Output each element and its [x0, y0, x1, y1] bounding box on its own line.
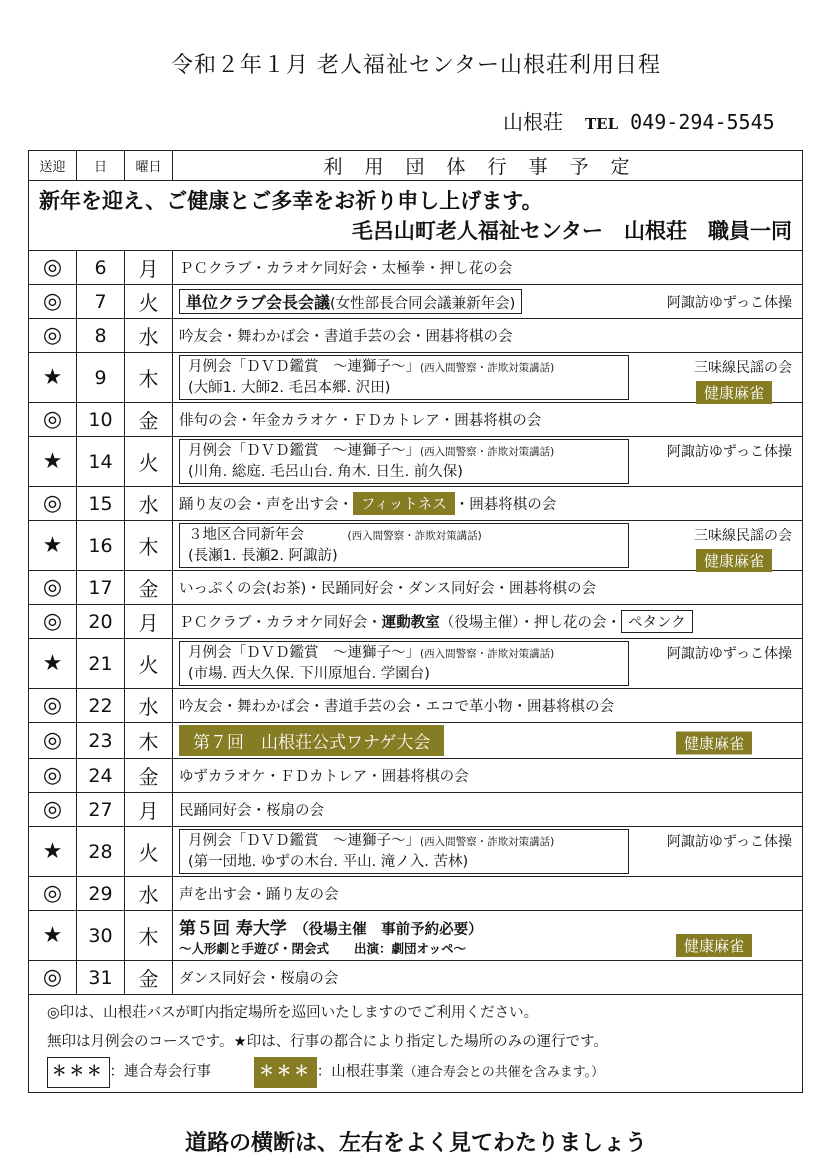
- table-row: [29, 961, 803, 995]
- weekday: 木: [125, 353, 173, 403]
- weekday: 水: [125, 877, 173, 911]
- badge: 健康麻雀: [676, 731, 752, 754]
- table-row: [29, 723, 803, 759]
- side-event: 阿諏訪ゆずっこ体操: [666, 646, 792, 662]
- event: [173, 723, 803, 759]
- table-row: [29, 605, 803, 639]
- table-header: [29, 151, 803, 181]
- day: 9: [77, 353, 125, 403]
- greeting-line1: 新年を迎え、ご健康とご多幸をお祈り申し上げます。: [39, 188, 543, 213]
- page-title: 令和２年１月 老人福祉センター山根荘利用日程: [170, 53, 662, 78]
- weekday: 木: [125, 521, 173, 571]
- table-row: [29, 571, 803, 605]
- event: [173, 605, 803, 639]
- mark: ◎: [29, 961, 77, 995]
- day: 10: [77, 403, 125, 437]
- mark: ◎: [29, 487, 77, 521]
- header-plan: 利用団体行事予定: [173, 151, 803, 181]
- mark: ◎: [29, 319, 77, 353]
- event: 民踊同好会・桜扇の会: [173, 793, 803, 827]
- monthly-event-box: [179, 829, 629, 874]
- mark: ◎: [29, 877, 77, 911]
- table-row: [29, 487, 803, 521]
- mark: ★: [29, 911, 77, 961]
- event: 俳句の会・年金カラオケ・ＦＤカトレア・囲碁将棋の会: [173, 403, 803, 437]
- side-event: 三味線民謡の会: [694, 360, 792, 376]
- kotobuki-note: （役場主催 事前予約必要）: [301, 922, 483, 938]
- note-line2: 無印は月例会のコースです。★印は、行事の都合により指定した場所のみの運行です。: [47, 1034, 608, 1050]
- mark: ◎: [29, 793, 77, 827]
- mark: ◎: [29, 571, 77, 605]
- weekday: 木: [125, 911, 173, 961]
- mark: ◎: [29, 605, 77, 639]
- legend-text-yamane: ：山根荘事業: [316, 1064, 404, 1080]
- day: 15: [77, 487, 125, 521]
- monthly-event-note: (西入間警察・詐欺対策講話): [420, 648, 555, 660]
- legend-key-yamane: ＊＊＊: [254, 1057, 317, 1088]
- legend-key-rengou: ＊＊＊: [47, 1057, 110, 1088]
- day: 30: [77, 911, 125, 961]
- side-events: [667, 441, 792, 461]
- schedule-table: [28, 150, 803, 1093]
- weekday: 月: [125, 793, 173, 827]
- side-events: [667, 643, 792, 663]
- event: 吟友会・舞わかば会・書道手芸の会・囲碁将棋の会: [173, 319, 803, 353]
- table-row: [29, 403, 803, 437]
- side-events: [694, 525, 792, 572]
- day: 23: [77, 723, 125, 759]
- monthly-event-box: [179, 439, 629, 484]
- event: [173, 639, 803, 689]
- monthly-event-title: 月例会「ＤＶＤ鑑賞 ～連獅子～」: [188, 359, 420, 375]
- table-row: [29, 689, 803, 723]
- monthly-event-areas: (第一団地. ゆずの木台. 平山. 滝ノ入. 苦林): [188, 854, 469, 870]
- event: 吟友会・舞わかば会・書道手芸の会・エコで革小物・囲碁将棋の会: [173, 689, 803, 723]
- mark: ◎: [29, 759, 77, 793]
- weekday: 火: [125, 639, 173, 689]
- legend-note-yamane: （連合寿会との共催を含みます。）: [403, 1065, 605, 1080]
- weekday: 金: [125, 961, 173, 995]
- table-row: [29, 759, 803, 793]
- table-row: [29, 251, 803, 285]
- weekday: 水: [125, 689, 173, 723]
- monthly-event-box: [179, 355, 629, 400]
- badge: 健康麻雀: [696, 549, 772, 572]
- side-event: 阿諏訪ゆずっこ体操: [666, 444, 792, 460]
- header-sougei: 送迎: [29, 151, 77, 181]
- note-line1: ◎印は、山根荘バスが町内指定場所を巡回いたしますのでご利用ください。: [47, 1005, 539, 1021]
- side-event: 阿諏訪ゆずっこ体操: [666, 834, 792, 850]
- side-events: [667, 831, 792, 851]
- boxed-event: [179, 289, 522, 314]
- event: [173, 827, 803, 877]
- day: 28: [77, 827, 125, 877]
- event-text: 踊り友の会・声を出す会・: [179, 497, 353, 513]
- event: ＰＣクラブ・カラオケ同好会・太極拳・押し花の会: [173, 251, 803, 285]
- day: 14: [77, 437, 125, 487]
- mark: ★: [29, 437, 77, 487]
- weekday: 水: [125, 319, 173, 353]
- mark: ◎: [29, 251, 77, 285]
- legend-text-rengou: ：連合寿会行事: [109, 1064, 211, 1080]
- boxed-main: 単位クラブ会長会議: [186, 293, 331, 312]
- weekday: 月: [125, 605, 173, 639]
- event-bold: 運動教室: [381, 615, 440, 631]
- mark: ◎: [29, 285, 77, 319]
- greeting: [29, 181, 803, 251]
- monthly-event-box: [179, 523, 629, 568]
- mark: ★: [29, 639, 77, 689]
- monthly-event-note: (西入間警察・詐欺対策講話): [420, 836, 555, 848]
- table-row: [29, 353, 803, 403]
- weekday: 火: [125, 827, 173, 877]
- event: [173, 487, 803, 521]
- weekday: 火: [125, 285, 173, 319]
- event: ゆずカラオケ・ＦＤカトレア・囲碁将棋の会: [173, 759, 803, 793]
- table-row: [29, 877, 803, 911]
- day: 20: [77, 605, 125, 639]
- event: [173, 521, 803, 571]
- monthly-event-note: (西入間警察・詐欺対策講話): [347, 530, 482, 542]
- badge: フィットネス: [353, 492, 455, 515]
- event: [173, 353, 803, 403]
- notes: [29, 995, 803, 1093]
- kotobuki-title: 第５回 寿大学: [179, 919, 287, 939]
- event: [173, 285, 803, 319]
- monthly-event-title: 月例会「ＤＶＤ鑑賞 ～連獅子～」: [188, 833, 420, 849]
- monthly-event-areas: (長瀬1. 長瀬2. 阿諏訪): [188, 548, 338, 564]
- badge: 健康麻雀: [696, 381, 772, 404]
- day: 8: [77, 319, 125, 353]
- event-text: （役場主催）・押し花の会・: [439, 615, 621, 631]
- day: 31: [77, 961, 125, 995]
- monthly-event-note: (西入間警察・詐欺対策講話): [420, 446, 555, 458]
- day: 24: [77, 759, 125, 793]
- contact-info: [503, 106, 775, 135]
- weekday: 月: [125, 251, 173, 285]
- monthly-event-box: [179, 641, 629, 686]
- weekday: 木: [125, 723, 173, 759]
- event: [173, 911, 803, 961]
- mark: ◎: [29, 403, 77, 437]
- side-event: 三味線民謡の会: [694, 528, 792, 544]
- mark: ★: [29, 827, 77, 877]
- monthly-event-areas: (市場. 西大久保. 下川原旭台. 学園台): [188, 666, 430, 682]
- note-legend: [47, 1057, 784, 1088]
- footer-message: 道路の横断は、左右をよく見てわたりましょう: [184, 1131, 647, 1156]
- facility-name: 山根荘: [503, 110, 563, 134]
- tel-label: TEL: [585, 115, 619, 133]
- event: [173, 437, 803, 487]
- weekday: 金: [125, 571, 173, 605]
- header-day: 日: [77, 151, 125, 181]
- day: 17: [77, 571, 125, 605]
- table-row: [29, 319, 803, 353]
- day: 6: [77, 251, 125, 285]
- tel-number: 049-294-5545: [630, 110, 775, 134]
- monthly-event-title: 月例会「ＤＶＤ鑑賞 ～連獅子～」: [188, 443, 420, 459]
- side-events: [676, 727, 792, 754]
- day: 21: [77, 639, 125, 689]
- monthly-event-title: 月例会「ＤＶＤ鑑賞 ～連獅子～」: [188, 645, 420, 661]
- weekday: 水: [125, 487, 173, 521]
- table-row: [29, 911, 803, 961]
- event-text: ＰＣクラブ・カラオケ同好会・: [179, 615, 382, 631]
- wanage-event-badge: 第７回 山根荘公式ワナゲ大会: [179, 725, 444, 756]
- greeting-line2: 毛呂山町老人福祉センター 山根荘 職員一同: [351, 218, 792, 243]
- event: ダンス同好会・桜扇の会: [173, 961, 803, 995]
- event: いっぷくの会(お茶)・民踊同好会・ダンス同好会・囲碁将棋の会: [173, 571, 803, 605]
- table-row: [29, 793, 803, 827]
- monthly-event-areas: (大師1. 大師2. 毛呂本郷. 沢田): [188, 380, 391, 396]
- day: 22: [77, 689, 125, 723]
- kotobuki-detail: ～人形劇と手遊び・閉会式 出演：劇団オッペ～: [179, 941, 467, 956]
- side-events: [676, 930, 792, 957]
- monthly-event-areas: (川角. 総庭. 毛呂山台. 角木. 日生. 前久保): [188, 464, 463, 480]
- mark: ★: [29, 353, 77, 403]
- side-event: 阿諏訪ゆずっこ体操: [666, 294, 792, 311]
- table-row: [29, 639, 803, 689]
- day: 29: [77, 877, 125, 911]
- mark: ◎: [29, 723, 77, 759]
- day: 16: [77, 521, 125, 571]
- monthly-event-title: ３地区合同新年会: [188, 527, 304, 543]
- header-weekday: 曜日: [125, 151, 173, 181]
- badge: 健康麻雀: [676, 934, 752, 957]
- mark: ◎: [29, 689, 77, 723]
- weekday: 金: [125, 759, 173, 793]
- table-row: [29, 521, 803, 571]
- monthly-event-note: (西入間警察・詐欺対策講話): [420, 362, 555, 374]
- day: 27: [77, 793, 125, 827]
- event: 声を出す会・踊り友の会: [173, 877, 803, 911]
- table-row: [29, 437, 803, 487]
- boxed-event: ペタンク: [621, 610, 693, 633]
- table-row: [29, 285, 803, 319]
- weekday: 金: [125, 403, 173, 437]
- event-text: ・囲碁将棋の会: [454, 497, 557, 513]
- table-row: [29, 827, 803, 877]
- weekday: 火: [125, 437, 173, 487]
- side-events: [694, 357, 792, 404]
- day: 7: [77, 285, 125, 319]
- boxed-sub: (女性部長合同会議兼新年会): [330, 296, 516, 312]
- mark: ★: [29, 521, 77, 571]
